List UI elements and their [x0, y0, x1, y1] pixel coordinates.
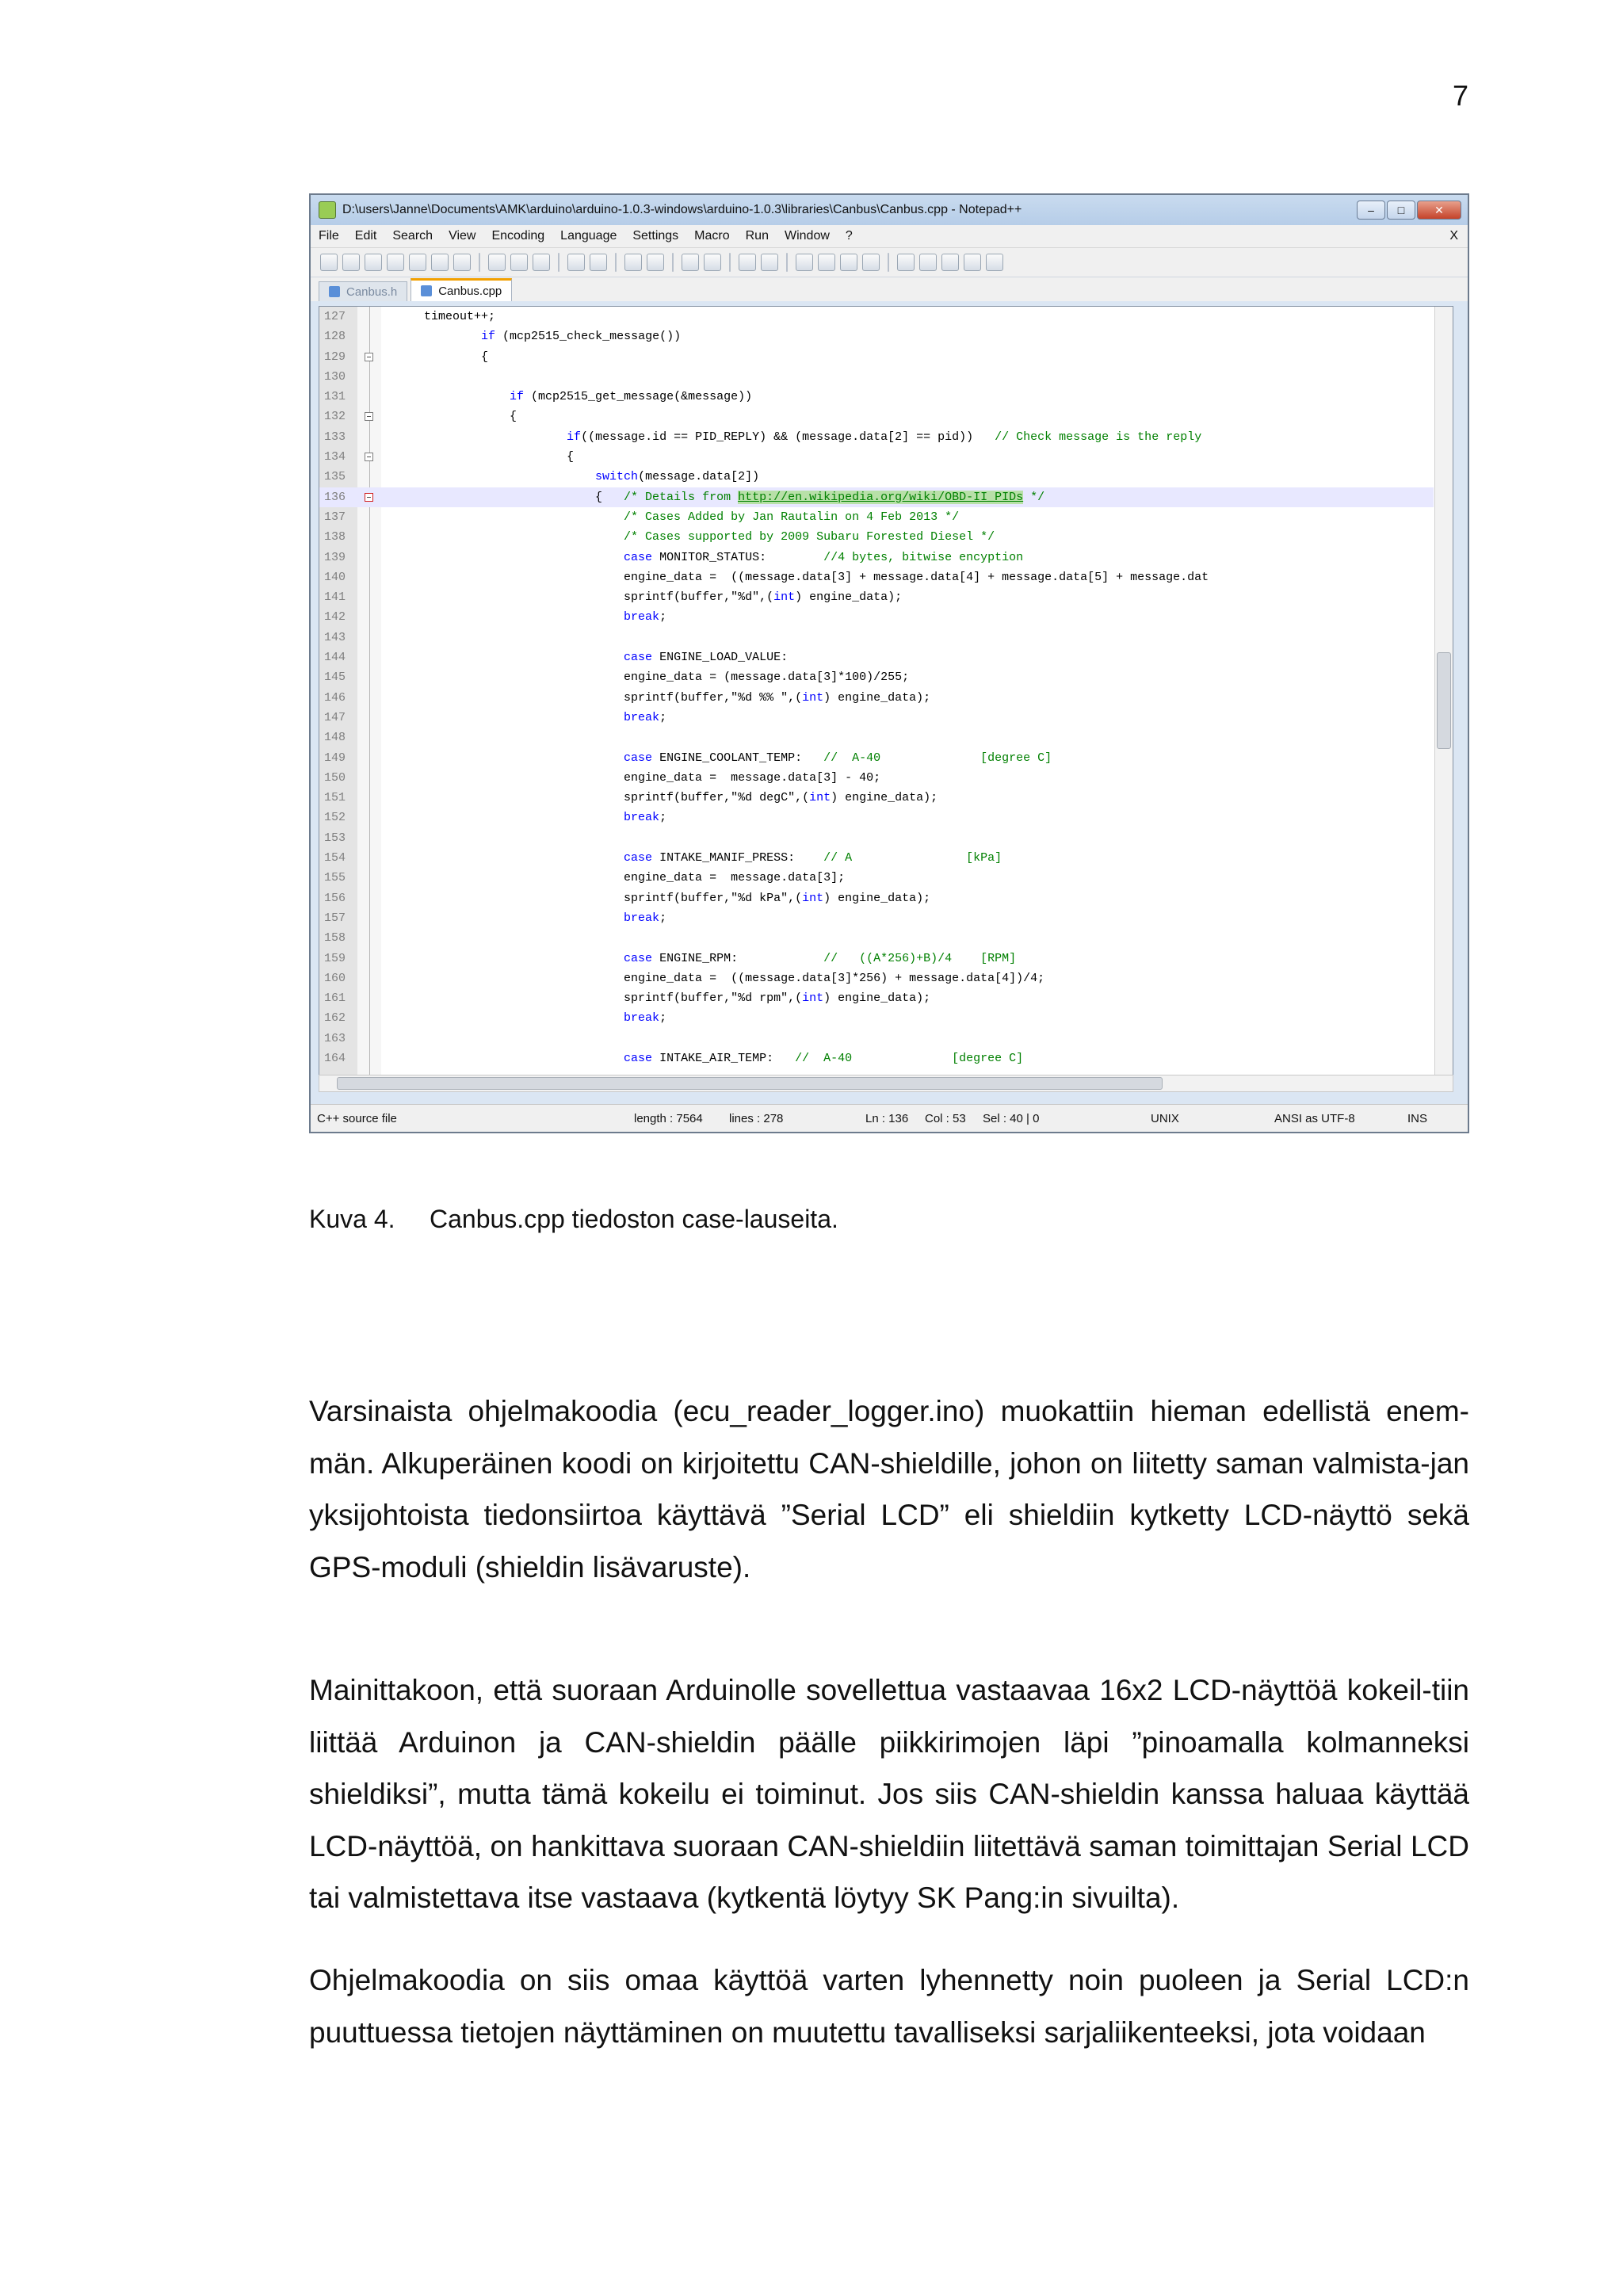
code-text: sprintf(buffer,"%d %% ",(int) engine_data);	[395, 690, 931, 705]
open-file-icon[interactable]	[342, 254, 360, 271]
line-number: 150	[324, 770, 346, 785]
page-number: 7	[1452, 79, 1468, 112]
line-number: 138	[324, 530, 346, 544]
cut-icon[interactable]	[488, 254, 506, 271]
code-text: engine_data = ((message.data[3]*256) + message.data[4])/4;	[395, 971, 1045, 985]
maximize-icon[interactable]: □	[1387, 201, 1415, 220]
close-icon[interactable]: ✕	[1417, 201, 1461, 220]
line-number: 142	[324, 610, 346, 625]
menu-view[interactable]: View	[449, 229, 476, 243]
code-line	[319, 527, 1434, 547]
code-line	[319, 367, 1434, 387]
new-file-icon[interactable]	[320, 254, 338, 271]
line-number: 140	[324, 570, 346, 584]
line-number: 159	[324, 951, 346, 965]
toolbar-separator	[888, 253, 889, 272]
code-line	[319, 868, 1434, 888]
status-lines: lines : 278	[729, 1111, 784, 1125]
code-text: /* Cases Added by Jan Rautalin on 4 Feb 2013 */	[624, 510, 960, 524]
line-number: 129	[324, 350, 346, 364]
status-selection: Sel : 40 | 0	[983, 1111, 1040, 1125]
replace-icon[interactable]	[647, 254, 664, 271]
code-text: case MONITOR_STATUS: //4 bytes, bitwise encyption	[624, 550, 1024, 564]
code-line	[319, 587, 1434, 607]
close-file-icon[interactable]	[409, 254, 426, 271]
line-number: 139	[324, 550, 346, 564]
code-line	[319, 548, 1434, 567]
line-number: 144	[324, 651, 346, 665]
show-all-chars-icon[interactable]	[818, 254, 835, 271]
line-number: 156	[324, 891, 346, 905]
menu-encoding[interactable]: Encoding	[491, 229, 545, 243]
status-encoding: ANSI as UTF-8	[1274, 1111, 1355, 1125]
tab-canbus-h[interactable]	[319, 281, 407, 301]
line-number: 136	[324, 490, 346, 504]
code-text: sprintf(buffer,"%d kPa",(int) engine_data);	[395, 891, 931, 905]
code-line	[319, 748, 1434, 768]
code-text: switch(message.data[2])	[595, 470, 760, 484]
sync-horizontal-icon[interactable]	[761, 254, 778, 271]
code-text: {	[395, 450, 575, 464]
status-column: Col : 53	[925, 1111, 966, 1125]
line-number: 141	[324, 590, 346, 605]
redo-icon[interactable]	[590, 254, 607, 271]
code-text: {	[395, 410, 517, 424]
menu-macro[interactable]: Macro	[694, 229, 730, 243]
paragraph-1: Varsinaista ohjelmakoodia (ecu_reader_logger.ino) muokattiin hieman edellistä enem-män. Alkuperäinen koodi on kirjoitettu CAN-shieldille, johon on liitetty saman valmista-jan yksijohtoista tiedonsiirtoa käyttävä ”Serial LCD” eli shieldiin kytketty LCD-näyttö sekä GPS-moduli (shieldin lisävaruste).	[309, 1395, 1469, 1584]
horizontal-scrollbar[interactable]	[319, 1075, 1453, 1092]
menu-settings[interactable]: Settings	[632, 229, 679, 243]
menu-help[interactable]: ?	[845, 229, 853, 243]
word-wrap-icon[interactable]	[796, 254, 813, 271]
code-text: break;	[624, 911, 667, 925]
save-macro-icon[interactable]	[986, 254, 1003, 271]
fold-toggle-icon[interactable]	[365, 412, 373, 421]
code-line	[319, 928, 1434, 948]
line-number: 152	[324, 811, 346, 825]
code-line	[319, 467, 1434, 487]
code-text: break;	[624, 811, 667, 825]
figure-caption	[309, 1205, 838, 1234]
code-text: break;	[624, 610, 667, 625]
horizontal-scroll-thumb[interactable]	[337, 1077, 1163, 1090]
line-number: 137	[324, 510, 346, 524]
code-line	[319, 507, 1434, 527]
tab-label: Canbus.h	[346, 285, 398, 299]
code-line	[319, 828, 1434, 848]
code-editor[interactable]	[319, 306, 1453, 1076]
line-number: 153	[324, 831, 346, 845]
toolbar	[311, 248, 1468, 277]
sync-vertical-icon[interactable]	[739, 254, 756, 271]
zoom-in-icon[interactable]	[682, 254, 699, 271]
code-line	[319, 968, 1434, 988]
code-line	[319, 908, 1434, 928]
code-line	[319, 307, 1434, 327]
window-titlebar	[311, 195, 1468, 225]
code-text: break;	[624, 1011, 667, 1026]
fold-toggle-icon[interactable]	[365, 493, 373, 502]
code-text: case ENGINE_LOAD_VALUE:	[624, 651, 789, 665]
status-file-type: C++ source file	[317, 1111, 397, 1125]
save-icon[interactable]	[365, 254, 382, 271]
tab-bar	[311, 277, 1468, 301]
line-number: 158	[324, 931, 346, 946]
menu-search[interactable]: Search	[392, 229, 433, 243]
code-line	[319, 1008, 1434, 1028]
code-text: engine_data = ((message.data[3] + message.data[4] + message.data[5] + message.dat	[395, 570, 1209, 584]
code-line	[319, 768, 1434, 788]
line-number: 151	[324, 791, 346, 805]
line-number: 130	[324, 369, 346, 384]
status-eol: UNIX	[1151, 1111, 1179, 1125]
line-number: 148	[324, 731, 346, 745]
file-icon	[421, 285, 432, 296]
line-number: 131	[324, 390, 346, 404]
line-number: 147	[324, 710, 346, 724]
zoom-out-icon[interactable]	[704, 254, 721, 271]
close-all-icon[interactable]	[431, 254, 449, 271]
line-number: 162	[324, 1011, 346, 1026]
line-number: 149	[324, 751, 346, 765]
code-line	[319, 788, 1434, 808]
record-macro-icon[interactable]	[897, 254, 915, 271]
paragraph-2: Mainittakoon, että suoraan Arduinolle sovellettua vastaavaa 16x2 LCD-näyttöä kokeil-tiin liittää Arduinon ja CAN-shieldin päälle piikkirimojen läpi ”pinoamalla kolmanneksi shieldiksi”, mutta tämä kokeilu ei toiminut. Jos siis CAN-shieldin kanssa haluaa käyttää LCD-näyttöä, on hankittava suoraan CAN-shieldiin liitettävä saman toimittajan Serial LCD tai valmistettava itse vastaava (kytkentä löytyy SK Pang:in sivuilta).	[309, 1674, 1469, 1914]
code-line	[319, 347, 1434, 367]
vertical-scroll-thumb[interactable]	[1437, 652, 1451, 749]
code-text: if (mcp2515_get_message(&message))	[510, 390, 753, 404]
code-line	[319, 607, 1434, 627]
code-line	[319, 387, 1434, 407]
vertical-scrollbar[interactable]	[1434, 307, 1453, 1075]
toolbar-separator	[615, 253, 617, 272]
line-number: 135	[324, 470, 346, 484]
stop-macro-icon[interactable]	[919, 254, 937, 271]
line-number: 133	[324, 430, 346, 444]
caption-text: Canbus.cpp tiedoston case-lauseita.	[430, 1205, 838, 1233]
run-macro-multiple-icon[interactable]	[964, 254, 981, 271]
code-text: /* Cases supported by 2009 Subaru Forested Diesel */	[624, 530, 995, 544]
tab-label: Canbus.cpp	[438, 284, 502, 298]
code-text: sprintf(buffer,"%d",(int) engine_data);	[395, 590, 903, 605]
caption-label: Kuva 4.	[309, 1205, 395, 1233]
line-number: 154	[324, 851, 346, 865]
play-macro-icon[interactable]	[941, 254, 959, 271]
code-text: case INTAKE_MANIF_PRESS: // A [kPa]	[624, 851, 1002, 865]
fold-toggle-icon[interactable]	[365, 453, 373, 461]
code-text: sprintf(buffer,"%d rpm",(int) engine_data);	[395, 991, 931, 1006]
code-text: case ENGINE_COOLANT_TEMP: // A-40 [degree C]	[624, 751, 1052, 765]
print-icon[interactable]	[453, 254, 471, 271]
code-line	[319, 407, 1434, 426]
code-line	[319, 667, 1434, 687]
status-line: Ln : 136	[865, 1111, 909, 1125]
menu-file[interactable]: File	[319, 229, 339, 243]
status-bar	[311, 1104, 1468, 1132]
code-text: case ENGINE_RPM: // ((A*256)+B)/4 [RPM]	[624, 951, 1017, 965]
undo-icon[interactable]	[567, 254, 585, 271]
toolbar-separator	[729, 253, 731, 272]
code-line	[319, 728, 1434, 747]
line-number: 160	[324, 971, 346, 985]
code-line	[319, 648, 1434, 667]
menu-language[interactable]: Language	[560, 229, 617, 243]
line-number: 127	[324, 310, 346, 323]
code-line	[319, 427, 1434, 447]
line-number: 128	[324, 330, 346, 344]
code-line	[319, 988, 1434, 1008]
line-number: 143	[324, 630, 346, 644]
code-line	[319, 688, 1434, 708]
paragraph-3: Ohjelmakoodia on siis omaa käyttöä varten lyhennetty noin puoleen ja Serial LCD:n puuttuessa tietojen näyttäminen on muutettu tavalliseksi sarjaliikenteeksi, jota voidaan	[309, 1964, 1469, 2049]
window-title: D:\users\Janne\Documents\AMK\arduino\arduino-1.0.3-windows\arduino-1.0.3\libraries\Canbus\Canbus.cpp - Notepad++	[342, 203, 1022, 216]
fold-toggle-icon[interactable]	[365, 353, 373, 361]
save-all-icon[interactable]	[387, 254, 404, 271]
code-line	[319, 567, 1434, 587]
menu-edit[interactable]: Edit	[354, 229, 377, 243]
code-line	[319, 628, 1434, 648]
line-number: 134	[324, 450, 346, 464]
code-text: {	[395, 350, 489, 364]
code-text: { /* Details from http://en.wikipedia.org/wiki/OBD-II_PIDs */	[395, 490, 1045, 504]
status-insert-mode: INS	[1407, 1111, 1428, 1125]
tab-canbus-cpp[interactable]	[411, 278, 512, 301]
menu-bar	[311, 225, 1468, 248]
code-text: sprintf(buffer,"%d degC",(int) engine_data);	[395, 791, 938, 805]
close-document-icon[interactable]: X	[1449, 229, 1458, 243]
code-line	[319, 1029, 1434, 1049]
line-number: 146	[324, 690, 346, 705]
line-number: 164	[324, 1051, 346, 1065]
notepad-screenshot	[309, 193, 1469, 1133]
code-text: engine_data = message.data[3];	[395, 871, 846, 885]
code-lines	[319, 307, 1434, 1068]
code-line	[319, 327, 1434, 346]
status-length: length : 7564	[634, 1111, 703, 1125]
code-text: timeout++;	[395, 310, 496, 323]
toolbar-separator	[558, 253, 559, 272]
code-line	[319, 708, 1434, 728]
line-number: 157	[324, 911, 346, 925]
copy-icon[interactable]	[510, 254, 528, 271]
line-number: 132	[324, 410, 346, 424]
line-number: 155	[324, 871, 346, 885]
code-text: if((message.id == PID_REPLY) && (message.data[2] == pid)) // Check message is the reply	[567, 430, 1202, 444]
toolbar-separator	[672, 253, 674, 272]
code-line	[319, 1049, 1434, 1068]
code-line	[319, 447, 1434, 467]
notepad-app-icon	[319, 201, 336, 219]
find-icon[interactable]	[624, 254, 642, 271]
code-line	[319, 848, 1434, 868]
toolbar-separator	[786, 253, 788, 272]
toolbar-separator	[479, 253, 480, 272]
menu-window[interactable]: Window	[784, 229, 830, 243]
code-line	[319, 949, 1434, 968]
indent-guide-icon[interactable]	[840, 254, 857, 271]
line-number: 163	[324, 1031, 346, 1045]
paste-icon[interactable]	[533, 254, 550, 271]
code-text: if (mcp2515_check_message())	[481, 330, 682, 344]
line-number: 161	[324, 991, 346, 1006]
user-language-icon[interactable]	[862, 254, 880, 271]
code-text: case INTAKE_AIR_TEMP: // A-40 [degree C]	[624, 1051, 1024, 1065]
menu-run[interactable]: Run	[745, 229, 769, 243]
code-text: engine_data = message.data[3] - 40;	[395, 770, 881, 785]
file-icon	[329, 286, 340, 297]
line-number: 145	[324, 670, 346, 685]
code-line	[319, 487, 1434, 507]
code-line	[319, 808, 1434, 827]
minimize-icon[interactable]: –	[1357, 201, 1385, 220]
code-text: engine_data = (message.data[3]*100)/255;	[395, 670, 910, 685]
code-text: break;	[624, 710, 667, 724]
code-line	[319, 888, 1434, 908]
